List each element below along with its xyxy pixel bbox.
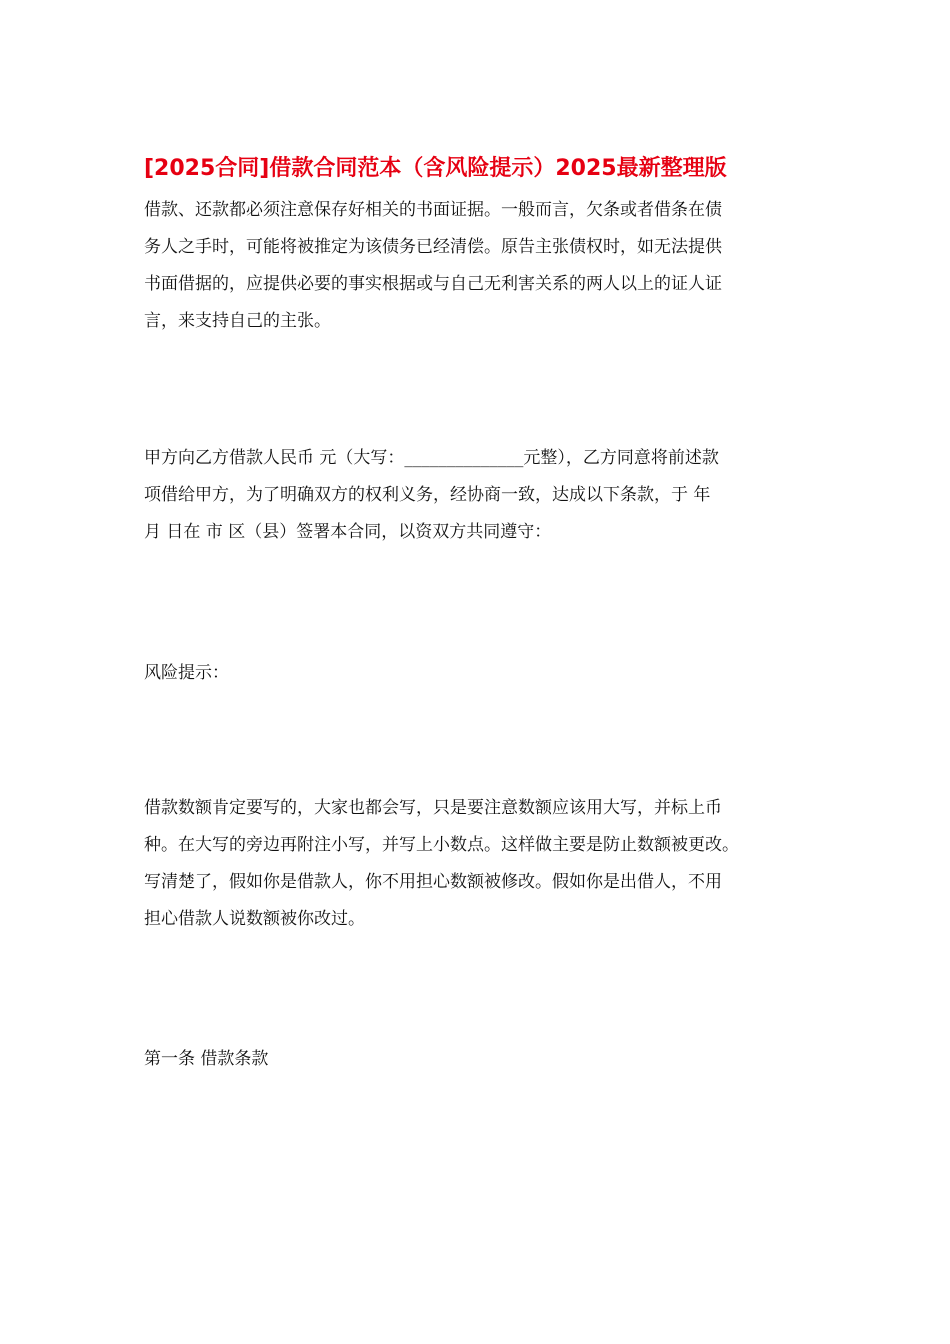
article-heading [144,1041,809,1078]
intro-line: 书面借据的，应提供必要的事实根据或与自己无利害关系的两人以上的证人证 [144,274,722,294]
intro-line: 言，来支持自己的主张。 [144,311,331,331]
document-title: [2025合同]借款合同范本（含风险提示）2025最新整理版 [144,156,727,181]
amount-note-line: 担心借款人说数额被你改过。 [144,909,365,929]
article-1-heading: 第一条 借款条款 [144,1049,269,1069]
amount-note-line: 种。在大写的旁边再附注小写，并写上小数点。这样做主要是防止数额被更改。 [144,835,739,855]
amount-note-line: 写清楚了，假如你是借款人，你不用担心数额被修改。假如你是出借人，不用 [144,872,722,892]
intro-line: 务人之手时，可能将被推定为该债务已经清偿。原告主张债权时，如无法提供 [144,237,722,257]
amount-note-line: 借款数额肯定要写的，大家也都会写，只是要注意数额应该用大写，并标上币 [144,798,722,818]
intro-paragraph [144,192,809,340]
lending-clause-line: 项借给甲方，为了明确双方的权利义务，经协商一致，达成以下条款，于 年 [144,485,711,505]
lending-clause-paragraph [144,440,809,551]
risk-label-text: 风险提示： [144,663,229,683]
amount-note-paragraph [144,790,809,938]
intro-line: 借款、还款都必须注意保存好相关的书面证据。一般而言，欠条或者借条在债 [144,200,722,220]
risk-label [144,655,809,692]
lending-clause-line: 甲方向乙方借款人民币 元（大写：______________元整），乙方同意将前述款 [144,448,719,468]
lending-clause-line: 月 日在 市 区（县）签署本合同，以资双方共同遵守： [144,522,552,542]
